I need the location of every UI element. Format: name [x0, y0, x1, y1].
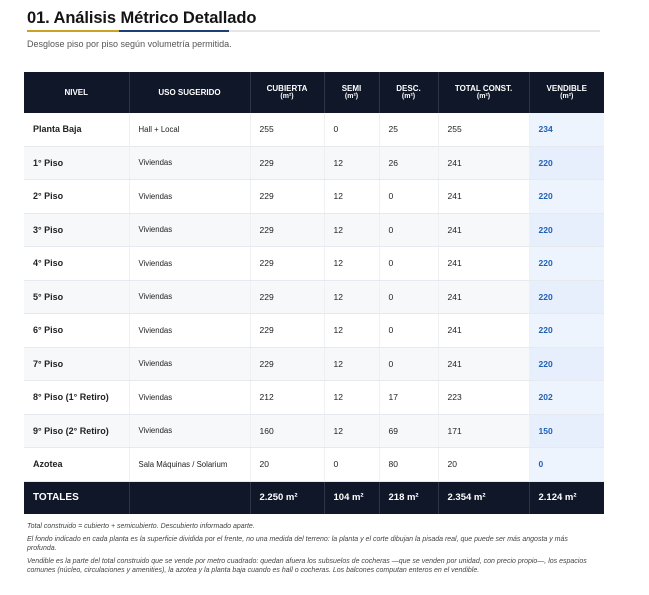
cell-vendible: 220 — [529, 347, 604, 381]
column-header-unit: (m²) — [560, 93, 574, 101]
cell-nivel: Azotea — [24, 448, 129, 482]
cell-uso: Viviendas — [129, 146, 250, 180]
cell-vendible: 220 — [529, 314, 604, 348]
cell-desc: 80 — [379, 448, 438, 482]
cell-semi: 12 — [324, 347, 379, 381]
cell-total: 241 — [438, 146, 529, 180]
cell-nivel: Planta Baja — [24, 113, 129, 146]
cell-semi: 12 — [324, 414, 379, 448]
cell-semi: 12 — [324, 381, 379, 415]
cell-total: 171 — [438, 414, 529, 448]
cell-cubierta: 229 — [250, 347, 324, 381]
table-row — [24, 113, 604, 146]
page-title: 01. Análisis Métrico Detallado — [27, 9, 257, 27]
column-header-unit: (m²) — [344, 93, 359, 101]
cell-uso: Viviendas — [129, 381, 250, 415]
cell-nivel: 7° Piso — [24, 347, 129, 381]
cell-nivel: 2° Piso — [24, 180, 129, 214]
table-row — [24, 347, 604, 381]
page-subtitle: Desglose piso por piso según volumetría permitida. — [27, 39, 232, 49]
column-header — [379, 72, 438, 113]
cell-semi: 0 — [324, 448, 379, 482]
totals-desc: 218 m² — [379, 481, 438, 514]
cell-cubierta: 229 — [250, 213, 324, 247]
cell-vendible: 0 — [529, 448, 604, 482]
table-row — [24, 247, 604, 281]
cell-total: 255 — [438, 113, 529, 146]
cell-uso: Viviendas — [129, 213, 250, 247]
cell-cubierta: 212 — [250, 381, 324, 415]
footnote: El fondo indicado en cada planta es la superficie dividida por el frente, no una medida del terreno: la planta y el corte dibujan la pisada real, que puede ser más angosta y más profunda. — [27, 536, 568, 553]
cell-nivel: 6° Piso — [24, 314, 129, 348]
column-header-unit: (m²) — [476, 93, 491, 101]
table-row — [24, 213, 604, 247]
table-row — [24, 414, 604, 448]
column-header — [438, 72, 529, 113]
cell-vendible: 220 — [529, 180, 604, 214]
cell-nivel: 9° Piso (2° Retiro) — [24, 414, 129, 448]
cell-uso: Viviendas — [129, 314, 250, 348]
cell-vendible: 220 — [529, 280, 604, 314]
totals-semi: 104 m² — [324, 481, 379, 514]
cell-desc: 26 — [379, 146, 438, 180]
cell-vendible: 220 — [529, 213, 604, 247]
totals-uso — [129, 481, 250, 514]
footnote: Vendible es la parte del total construido que se vende por metro cuadrado: quedan afuera los subsuelos de cocheras —que se venden por unidad, con precio propio—, los espacios comunes (núcleo, circulaciones y amenities), la azotea y la planta baja cuando es hall o cocheras. Los balcones computan enteros en el vendible. — [27, 558, 587, 575]
cell-desc: 69 — [379, 414, 438, 448]
cell-semi: 12 — [324, 213, 379, 247]
cell-total: 241 — [438, 247, 529, 281]
metric-table — [24, 72, 604, 514]
table-row — [24, 146, 604, 180]
column-header-label: DESC. — [396, 83, 421, 93]
table-header-row — [24, 72, 604, 113]
cell-vendible: 202 — [529, 381, 604, 415]
cell-semi: 12 — [324, 247, 379, 281]
cell-vendible: 150 — [529, 414, 604, 448]
table-row — [24, 180, 604, 214]
column-header-label: NIVEL — [64, 87, 89, 97]
column-header-label: USO SUGERIDO — [158, 87, 221, 97]
column-header — [529, 72, 604, 113]
cell-cubierta: 229 — [250, 314, 324, 348]
cell-nivel: 8° Piso (1° Retiro) — [24, 381, 129, 415]
table-row — [24, 314, 604, 348]
column-header — [250, 72, 324, 113]
totals-label: TOTALES — [24, 481, 129, 514]
cell-uso: Viviendas — [129, 414, 250, 448]
table-row — [24, 381, 604, 415]
cell-desc: 0 — [379, 347, 438, 381]
cell-cubierta: 160 — [250, 414, 324, 448]
cell-nivel: 5° Piso — [24, 280, 129, 314]
cell-cubierta: 229 — [250, 180, 324, 214]
cell-total: 241 — [438, 347, 529, 381]
cell-total: 223 — [438, 381, 529, 415]
column-header-label: TOTAL CONST. — [454, 83, 513, 93]
column-header — [24, 72, 129, 113]
cell-cubierta: 229 — [250, 247, 324, 281]
column-header-label: CUBIERTA — [266, 83, 308, 93]
cell-uso: Viviendas — [129, 180, 250, 214]
cell-uso: Viviendas — [129, 280, 250, 314]
cell-nivel: 3° Piso — [24, 213, 129, 247]
cell-desc: 0 — [379, 247, 438, 281]
cell-desc: 0 — [379, 280, 438, 314]
totals-total: 2.354 m² — [438, 481, 529, 514]
column-header — [324, 72, 379, 113]
cell-uso: Sala Máquinas / Solarium — [129, 448, 250, 482]
column-header-label: SEMI — [341, 83, 362, 93]
cell-cubierta: 229 — [250, 280, 324, 314]
cell-total: 241 — [438, 180, 529, 214]
cell-total: 241 — [438, 213, 529, 247]
column-header-label: VENDIBLE — [546, 83, 587, 93]
cell-vendible: 220 — [529, 146, 604, 180]
column-header-unit: (m²) — [401, 93, 416, 101]
cell-desc: 0 — [379, 180, 438, 214]
footnotes — [27, 522, 587, 579]
column-header-unit: (m²) — [280, 93, 294, 101]
cell-desc: 0 — [379, 314, 438, 348]
cell-desc: 0 — [379, 213, 438, 247]
cell-semi: 12 — [324, 146, 379, 180]
cell-uso: Viviendas — [129, 347, 250, 381]
table-row — [24, 448, 604, 482]
cell-vendible: 220 — [529, 247, 604, 281]
title-underline — [27, 30, 600, 32]
cell-semi: 12 — [324, 180, 379, 214]
cell-total: 241 — [438, 314, 529, 348]
totals-cubierta: 2.250 m² — [250, 481, 324, 514]
cell-cubierta: 255 — [250, 113, 324, 146]
totals-vendible: 2.124 m² — [529, 481, 604, 514]
cell-total: 241 — [438, 280, 529, 314]
cell-semi: 12 — [324, 314, 379, 348]
cell-vendible: 234 — [529, 113, 604, 146]
footnote: Total construido = cubierto + semicubierto. Descubierto informado aparte. — [27, 523, 255, 530]
cell-desc: 17 — [379, 381, 438, 415]
cell-semi: 12 — [324, 280, 379, 314]
cell-uso: Viviendas — [129, 247, 250, 281]
table-row — [24, 280, 604, 314]
cell-cubierta: 20 — [250, 448, 324, 482]
cell-cubierta: 229 — [250, 146, 324, 180]
cell-nivel: 1° Piso — [24, 146, 129, 180]
cell-nivel: 4° Piso — [24, 247, 129, 281]
cell-uso: Hall + Local — [129, 113, 250, 146]
cell-semi: 0 — [324, 113, 379, 146]
totals-row — [24, 481, 604, 514]
column-header — [129, 72, 250, 113]
cell-total: 20 — [438, 448, 529, 482]
cell-desc: 25 — [379, 113, 438, 146]
